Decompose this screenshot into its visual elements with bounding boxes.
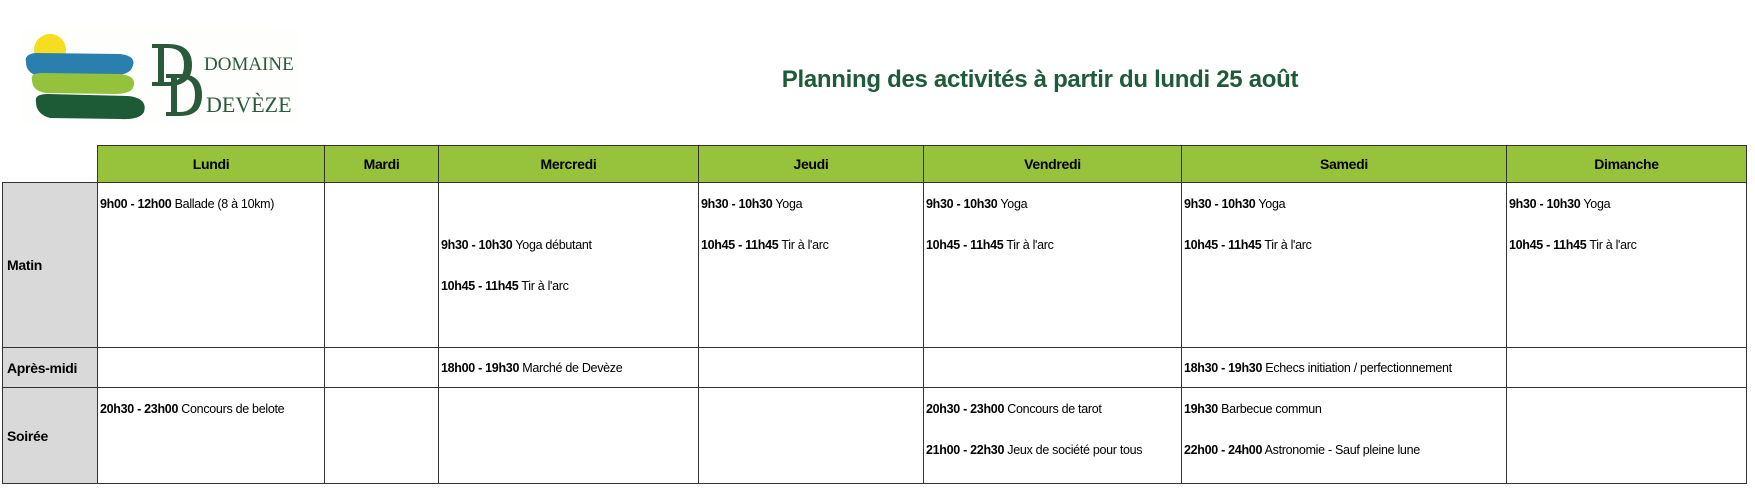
activity-entry: [924, 401, 1181, 442]
activity-schedule-table: [2, 145, 1747, 484]
schedule-cell: [439, 348, 699, 388]
activity-time: 10h45 - 11h45: [1184, 238, 1262, 252]
schedule-cell: [924, 348, 1182, 388]
activity-name: Tir à l'arc: [1006, 238, 1054, 252]
activity-entry: [1507, 237, 1746, 278]
domaine-deveze-logo: [20, 28, 298, 122]
page-title: Planning des activités à partir du lundi 25 août: [781, 66, 1299, 93]
activity-entry: [1182, 237, 1506, 278]
activity-time: 10h45 - 11h45: [1509, 238, 1587, 252]
period-label: Matin: [3, 183, 98, 348]
day-header-row: [3, 146, 1747, 183]
day-header-samedi: Samedi: [1182, 146, 1507, 183]
schedule-row: [3, 183, 1747, 348]
activity-name: Tir à l'arc: [1264, 238, 1312, 252]
period-label: Soirée: [3, 388, 98, 484]
schedule-cell: [924, 183, 1182, 348]
activity-time: 18h30 - 19h30: [1184, 360, 1263, 375]
schedule-cell: [699, 348, 924, 388]
activity-name: Tir à l'arc: [781, 238, 829, 252]
activity-time: 9h30 - 10h30: [441, 238, 513, 252]
corner-cell: [3, 146, 98, 183]
schedule-row: [3, 348, 1747, 388]
activity-time: 19h30: [1184, 402, 1218, 416]
day-header-dimanche: Dimanche: [1507, 146, 1747, 183]
activity-name: Echecs initiation / perfectionnement: [1265, 360, 1452, 375]
activity-name: Concours de belote: [181, 402, 285, 416]
activity-time: 10h45 - 11h45: [441, 279, 519, 293]
activity-entry: [699, 237, 923, 278]
activity-time: 9h30 - 10h30: [926, 197, 998, 211]
activity-time: 20h30 - 23h00: [926, 402, 1005, 416]
activity-name: Astronomie - Sauf pleine lune: [1264, 443, 1420, 457]
activity-time: 10h45 - 11h45: [926, 238, 1004, 252]
activity-time: 18h00 - 19h30: [441, 360, 520, 375]
activity-name: Yoga: [1258, 197, 1286, 211]
schedule-cell: [325, 388, 439, 484]
period-label: Après-midi: [3, 348, 98, 388]
schedule-cell: [98, 348, 325, 388]
day-header-lundi: Lundi: [98, 146, 325, 183]
activity-entry: [924, 237, 1181, 278]
activity-time: 9h30 - 10h30: [1509, 197, 1581, 211]
activity-entry: [98, 196, 324, 237]
activity-entry: [439, 360, 698, 376]
activity-entry: [439, 278, 698, 319]
activity-entry: [924, 196, 1181, 237]
activity-name: Tir à l'arc: [521, 279, 569, 293]
activity-entry: [1182, 442, 1506, 483]
day-header-jeudi: Jeudi: [699, 146, 924, 183]
activity-time: 9h00 - 12h00: [100, 197, 172, 211]
activity-name: Tir à l'arc: [1589, 238, 1637, 252]
activity-time: 22h00 - 24h00: [1184, 443, 1263, 457]
activity-time: 10h45 - 11h45: [701, 238, 779, 252]
activity-name: Marché de Devèze: [522, 360, 623, 375]
schedule-cell: [98, 388, 325, 484]
schedule-cell: [439, 388, 699, 484]
activity-entry: [1182, 360, 1506, 376]
activity-time: 9h30 - 10h30: [1184, 197, 1256, 211]
schedule-cell: [699, 388, 924, 484]
schedule-cell: [1182, 348, 1507, 388]
activity-name: Yoga débutant: [515, 238, 592, 252]
day-header-vendredi: Vendredi: [924, 146, 1182, 183]
activity-name: Yoga: [1000, 197, 1028, 211]
schedule-cell: [1507, 348, 1747, 388]
activity-entry: [1507, 196, 1746, 237]
schedule-cell: [439, 183, 699, 348]
schedule-cell: [1507, 388, 1747, 484]
schedule-cell: [924, 388, 1182, 484]
day-header-mercredi: Mercredi: [439, 146, 699, 183]
schedule-cell: [1507, 183, 1747, 348]
activity-name: Jeux de société pour tous: [1007, 443, 1143, 457]
schedule-cell: [1182, 183, 1507, 348]
activity-name: Concours de tarot: [1007, 402, 1102, 416]
schedule-cell: [325, 348, 439, 388]
schedule-cell: [325, 183, 439, 348]
schedule-row: [3, 388, 1747, 484]
schedule-cell: [699, 183, 924, 348]
activity-name: Yoga: [775, 197, 803, 211]
activity-name: Ballade (8 à 10km): [174, 197, 275, 211]
activity-entry: [699, 196, 923, 237]
activity-entry: [1182, 196, 1506, 237]
activity-entry: [1182, 401, 1506, 442]
schedule-cell: [98, 183, 325, 348]
activity-name: Barbecue commun: [1221, 402, 1322, 416]
activity-time: 21h00 - 22h30: [926, 443, 1005, 457]
activity-entry: [98, 401, 324, 442]
activity-entry: [439, 237, 698, 278]
activity-time: 20h30 - 23h00: [100, 402, 179, 416]
empty-slot: [439, 196, 698, 237]
activity-time: 9h30 - 10h30: [701, 197, 773, 211]
day-header-mardi: Mardi: [325, 146, 439, 183]
activity-name: Yoga: [1583, 197, 1611, 211]
schedule-cell: [1182, 388, 1507, 484]
svg-text:DOMAINE: DOMAINE: [204, 54, 294, 75]
activity-entry: [924, 442, 1181, 483]
svg-text:DEVÈZE: DEVÈZE: [206, 92, 292, 117]
